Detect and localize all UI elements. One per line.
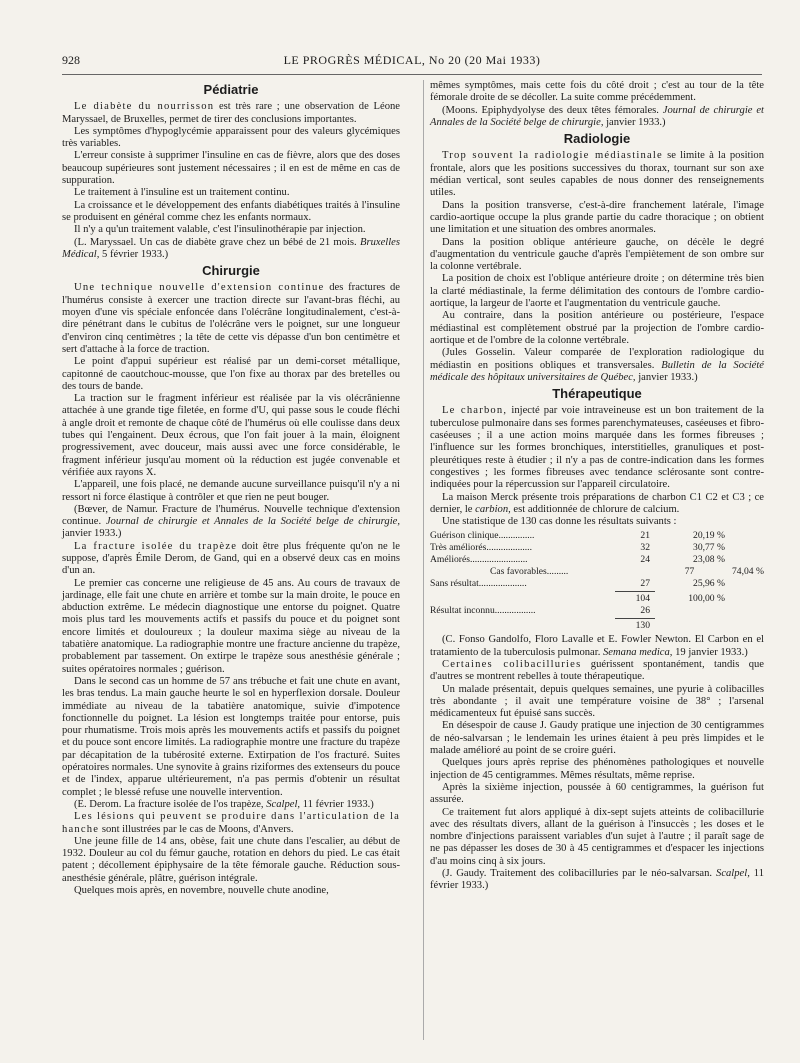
paragraph: [430, 634, 764, 659]
paragraph-text: 5 février 1933.): [99, 248, 169, 260]
paragraph: [62, 150, 400, 187]
paragraph-text: (Jules Gosselin. Valeur comparée de l'exploration radiologique du médiastin en positions obliques et transversales.: [430, 347, 764, 371]
paragraph-text: L'appareil, une fois placé, ne demande aucune surveillance puisqu'il n'y a ni ressort ni force élastique à contrôler et que rien ne peut bouger.: [62, 479, 400, 503]
row-count: 130: [635, 620, 650, 632]
paragraph-text: Après la sixième injection, poussée à 60 centigrammes, la guérison fut assurée.: [430, 781, 764, 806]
paragraph-text: Un malade présentait, depuis quelques semaines, une pyurie à colibacilles très abondante ; il avait une température voisine de 38° ; l'arsenal médicamenteux fut épuisé sans succès.: [430, 683, 764, 720]
citation-title: Semana medica,: [603, 646, 673, 658]
table-rule: [615, 618, 655, 619]
paragraph: [62, 578, 400, 676]
paragraph-lead: Le charbon,: [442, 405, 508, 417]
paragraph: [62, 799, 400, 811]
paragraph: [62, 885, 400, 897]
paragraph-text: (L. Maryssael. Un cas de diabète grave chez un bébé de 21 mois.: [74, 236, 360, 248]
paragraph-text: Le point d'appui supérieur est réalisé par un demi-corset métallique, capitonné de caoutchouc-mousse, que l'on fixe au thorax par des bretelles ou des tours de bande.: [62, 356, 400, 392]
paragraph-text: est très rare ; une observation de Léone Maryssael, de Bruxelles, permet de tirer des conclusions importantes.: [62, 101, 401, 125]
paragraph: [430, 868, 764, 893]
paragraph: [430, 237, 764, 274]
header-rule: [62, 74, 762, 75]
paragraph-text: Dans la position transverse, c'est-à-dire franchement latérale, l'image cardio-aortique occupe la plus grande partie du cadre thoracique ; on obtient une limitation et une situation des ombres anormales.: [430, 199, 764, 236]
paragraph-lead: Certaines colibacilluries: [442, 658, 582, 670]
paragraph: [430, 310, 764, 347]
paragraph-text: (Moons. Epiphydyolyse des deux têtes fémorales.: [442, 104, 663, 116]
row-count: 104: [635, 593, 650, 605]
paragraph-text: (Bœver, de Namur. Fracture de l'humérus. Nouvelle technique d'extension continue.: [62, 503, 400, 528]
paragraph-text: Une jeune fille de 14 ans, obèse, fait une chute dans l'escalier, au début de 1932. Douleur au col du fémur gauche, rotation en dehors du pied. Le cas était patent ; décollement épiphysaire de la tête fémorale gauche. Réduction sous-anesthésie générale, plâtre, guérison intégrale.: [62, 835, 400, 884]
paragraph-text: est additionnée de chlorure de calcium.: [510, 503, 680, 515]
citation-title: Journal de chirurgie et Annales de la Société belge de chirurgie,: [430, 104, 764, 128]
row-percent: 74,04 %: [732, 566, 764, 578]
paragraph-text: (E. Derom. La fracture isolée de l'os trapèze,: [74, 798, 267, 810]
paragraph: [430, 405, 764, 491]
section-therapeutique-intro: [430, 405, 764, 528]
row-count: 26: [640, 605, 650, 617]
paragraph-lead: Le diabète du nourrisson: [74, 101, 215, 113]
paragraph-text: Le traitement à l'insuline est un traitement continu.: [74, 187, 290, 199]
row-percent: [650, 605, 725, 617]
paragraph-text: 11 février 1933.): [300, 798, 374, 810]
table-row: [430, 605, 764, 617]
paragraph: [62, 237, 400, 262]
table-row: [430, 620, 764, 632]
section-radiologie: [430, 150, 764, 384]
paragraph-text: Ce traitement fut alors appliqué à dix-sept sujets atteints de colibacillurie avec des résultats divers, allant de la guérison à l'insuccès ; les doses et le nombre d'injections paraissent variables d'un sujet à l'autre ; il paraît sage de ne pas dépasser les doses de 30 à 45 centigrammes et d'espacer les injections d'au moins cinq à six jours.: [430, 806, 764, 867]
row-percent: 100,00 %: [688, 593, 725, 605]
paragraph: [62, 224, 400, 236]
results-statistics-table: [430, 530, 764, 632]
row-label: [430, 593, 600, 605]
paragraph: [430, 659, 764, 684]
table-row: [430, 542, 764, 554]
paragraph-text: La croissance et le développement des enfants diabétiques traités à l'insuline se produisent en général comme chez les enfants normaux.: [62, 199, 400, 223]
paragraph: [430, 782, 764, 807]
table-row: [430, 578, 764, 590]
row-count: 27: [640, 578, 650, 590]
paragraph: [430, 492, 764, 517]
row-label: Très améliorés...................: [430, 542, 532, 554]
paragraph: [430, 347, 764, 384]
paragraph: [430, 757, 764, 782]
row-label: Résultat inconnu.................: [430, 605, 536, 617]
row-label: Guérison clinique...............: [430, 530, 535, 542]
paragraph: [62, 811, 400, 836]
row-label: Améliorés........................: [430, 554, 528, 566]
row-label: Cas favorables.........: [490, 566, 569, 578]
row-count: 24: [640, 554, 650, 566]
table-row: [430, 530, 764, 542]
section-title-pediatrie: Pédiatrie: [203, 82, 259, 97]
paragraph-text: Une statistique de 130 cas donne les résultats suivants :: [442, 516, 677, 528]
paragraph-lead: Les lésions qui peuvent se produire dans l'articulation de la hanche: [62, 811, 400, 835]
paragraph-text: (J. Gaudy. Traitement des colibacilluries par le néo-salvarsan.: [442, 868, 717, 880]
row-label: [430, 620, 600, 632]
row-count: 77: [684, 566, 695, 578]
row-percent: 30,77 %: [693, 542, 725, 554]
paragraph-text: La traction sur le fragment inférieur est réalisée par la vis olécrânienne attachée à une grande tige filetée, en forme d'U, qui passe sous le coude fléchi à angle droit et remonte de chaque côté de l'humérus où elle coulisse dans deux tubes qui l'engainent. Deux écrous, que l'on fait jouer à la main, éloignent progressivement, avec douceur, mais aussi avec une force considérable, le fragment inférieur jusqu'au moment où la réduction est jugée convenable et vérifiée aux rayons X.: [62, 393, 400, 478]
paragraph-text: janvier 1933.): [62, 528, 122, 540]
paragraph-text: En désespoir de cause J. Gaudy pratique une injection de 30 centigrammes de néo-salvarsan ; le lendemain les urines étaient à peu près limpides et le malade amélioré au point de se croire guéri.: [430, 720, 764, 757]
continued-text: [430, 80, 764, 129]
citation-title: Bulletin de la Société médicale des hôpitaux universitaires de Québec,: [430, 359, 765, 383]
paragraph-text: doit être plus fréquente qu'on ne le suppose, d'après Émile Derom, de Gand, qui en a observé deux cas en moins d'un an.: [62, 540, 400, 577]
paragraph: [430, 273, 764, 310]
citation-title: carbion,: [475, 503, 511, 515]
paragraph: [62, 356, 400, 393]
paragraph-text: des fractures de l'humérus consiste à exercer une traction directe sur l'avant-bras fléchi, au moyen d'une vis spéciale enfoncée dans l'olécrâne longitudinalement, c'est-à-dire pénétrant dans le cubitus de l'olécrâne vers le poignet, sur une longueur d'environ cinq centimètres ; la tête de cette vis dépasse d'un bon centimètre et sert d'attache à la force de traction.: [62, 282, 400, 355]
paragraph-text: La maison Merck présente trois préparations de charbon C1 C2 et C3 ; ce dernier, le: [430, 491, 764, 515]
paragraph-text: sont illustrées par le cas de Moons, d'Anvers.: [99, 823, 294, 835]
paragraph: [62, 200, 400, 225]
paragraph-text: janvier 1933.): [603, 116, 666, 128]
citation-title: Scalpel,: [716, 868, 750, 880]
paragraph-text: L'erreur consiste à supprimer l'insuline en cas de fièvre, alors que des doses beaucoup supérieures sont justement nécessaires ; il en est de même en cas de suppuration.: [62, 150, 400, 187]
section-title-therapeutique: Thérapeutique: [552, 386, 642, 402]
paragraph: [62, 836, 400, 885]
paragraph-text: guérissent spontanément, tandis que d'autres se montrent rebelles à toute thérapeutique.: [430, 658, 764, 683]
paragraph: [62, 282, 400, 356]
paragraph: [430, 720, 764, 757]
section-chirurgie: [62, 282, 400, 897]
row-count: 21: [640, 530, 650, 542]
paragraph-text: Quelques mois après, en novembre, nouvelle chute anodine,: [74, 885, 329, 896]
section-title-radiologie: Radiologie: [563, 131, 631, 147]
paragraph-lead: La fracture isolée du trapèze: [74, 540, 238, 552]
paragraph: [62, 187, 400, 199]
paragraph-text: Il n'y a qu'un traitement valable, c'est l'insulinothérapie par injection.: [74, 224, 366, 236]
paragraph: [62, 541, 400, 578]
paragraph: [62, 126, 400, 151]
paragraph: [430, 807, 764, 868]
table-row: [430, 593, 764, 605]
section-title-chirurgie: Chirurgie: [202, 263, 260, 279]
section-pediatrie: [62, 101, 400, 261]
row-percent: 25,96 %: [693, 578, 725, 590]
column-divider: [423, 80, 424, 1040]
paragraph: [430, 516, 764, 528]
paragraph-text: 19 janvier 1933.): [672, 646, 748, 658]
section-therapeutique-body: [430, 634, 764, 892]
row-percent: 23,08 %: [693, 554, 725, 566]
paragraph-text: Le premier cas concerne une religieuse de 45 ans. Au cours de travaux de jardinage, elle fait une chute en arrière et tombe sur la main droite, le pouce en abduction extrême. Le médecin diagnostique une entorse du poignet. Quatre mois plus tard les mouvements actifs et passifs du pouce et du poignet sont encore limités et douloureux ; la douleur maxima siège au niveau de la tabatière anatomique. La radiographie montre une fracture ancienne du trapèze, probablement par tassement. On extirpe le trapèze sous anesthésie générale ; suites opératoires normales ; guérison.: [62, 577, 400, 675]
paragraph-lead: Une technique nouvelle d'extension continue: [74, 282, 325, 294]
row-percent: [650, 620, 725, 632]
paragraph: [62, 479, 400, 504]
table-row: [430, 566, 764, 578]
paragraph-text: injecté par voie intraveineuse est un bon traitement de la tuberculose pulmonaire dans ses formes parenchymateuses, caséeuses et fibro-caséeuses ; il a une action moins marquée dans les formes fibreuses ; l'influence sur les formes bronchiques, interstitielles, granuliques et post-pleurétiques reste à étudier ; il n'y a pas de contre-indication dans les formes congestives ; les formes fibreuses avec tendance sclérosante sont contre-indiquées pour la répercussion sur l'appareil circulatoire.: [430, 405, 764, 491]
paragraph-text: mêmes symptômes, mais cette fois du côté droit ; c'est au tour de la tête fémorale droite de se décoller. La suite comme précédemment.: [430, 80, 764, 104]
paragraph: [430, 684, 764, 721]
paragraph-text: se limite à la position frontale, alors que les positions successives du thorax, tournant sur son axe médian vertical, sont seules capables de nous donner des renseignements utiles.: [430, 150, 764, 199]
right-column: [430, 80, 764, 893]
citation-title: Bruxelles Médical,: [62, 236, 400, 260]
table-row: [430, 554, 764, 566]
table-rule: [615, 591, 655, 592]
page-number: 928: [62, 53, 80, 67]
paragraph-text: Dans la position oblique antérieure gauche, on décèle le degré d'augmentation du ventricule gauche d'après l'empiètement de son ombre sur la colonne vertébrale.: [430, 236, 764, 273]
paragraph-text: La position de choix est l'oblique antérieure droite ; on détermine très bien la clarté médiastinale, la ferme délimitation des contours de l'ombre cardio-aortique, la largeur de l'aorte et l'augmentation du ventricule gauche.: [430, 273, 764, 310]
paragraph: [62, 504, 400, 541]
running-title: LE PROGRÈS MÉDICAL, No 20 (20 Mai 1933): [283, 53, 541, 67]
paragraph-text: 11 février 1933.): [430, 868, 764, 892]
paragraph: [430, 200, 764, 237]
paragraph: [62, 101, 400, 126]
paragraph-text: Les symptômes d'hypoglycémie apparaissent pour des valeurs glycémiques très variables.: [62, 125, 400, 150]
paragraph-text: Dans le second cas un homme de 57 ans trébuche et fait une chute en avant, les bras tendus. La main gauche heurte le sol en hyperflexion dorsale. Douleur immédiate au niveau de la tabatière anatomique, suivie d'impotence fonctionnelle du poignet. La lésion est longtemps traitée pour entorse, puis pour rhumatisme. Trois mois après les mouvements actifs et passifs du poignet et du pouce sont encore limités. La radiographie montre une fracture du trapèze par décapitation de la tubérosité externe. Extirpation de l'os fracturé. Suites opératoires normales. Une synovite à grains riziformes des extenseurs du pouce et de l'index, apparue ultérieurement, n'a pas permis d'obtenir un résultat complet ; le blessé refuse une nouvelle intervention.: [62, 675, 400, 798]
paragraph: [430, 150, 764, 199]
row-count: 32: [640, 542, 650, 554]
citation-title: Scalpel,: [266, 798, 301, 810]
row-label: Sans résultat....................: [430, 578, 527, 590]
paragraph: [62, 393, 400, 479]
paragraph: [430, 80, 764, 105]
paragraph-lead: Trop souvent la radiologie médiastinale: [442, 150, 663, 162]
row-percent: 20,19 %: [693, 530, 725, 542]
paragraph: [430, 105, 764, 130]
paragraph-text: Quelques jours après reprise des phénomènes pathologiques et nouvelle injection de 45 centigrammes. Mêmes résultats, même reprise.: [430, 757, 764, 781]
paragraph-text: janvier 1933.): [635, 371, 698, 383]
paragraph: [62, 676, 400, 799]
citation-title: Journal de chirurgie et Annales de la Société belge de chirurgie,: [105, 516, 400, 528]
paragraph-text: (C. Fonso Gandolfo, Floro Lavalle et E. Fowler Newton. El Carbon en el tratamiento de la tuberculosis pulmonar.: [430, 634, 764, 658]
left-column: [62, 80, 400, 897]
paragraph-text: Au contraire, dans la position antérieure ou postérieure, l'espace médiastinal est complètement obstrué par la projection de l'ombre cardio-aortique et de l'ombre de la colonne vertébrale.: [430, 310, 764, 346]
